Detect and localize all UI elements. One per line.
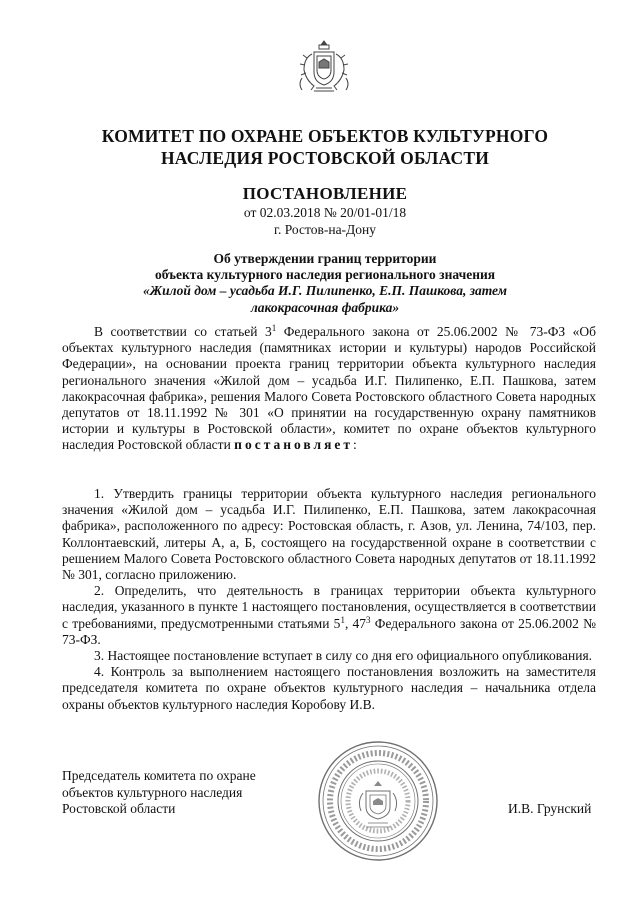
- signer-name: И.В. Грунский: [508, 801, 592, 816]
- resolution-item: [62, 583, 596, 648]
- signer-position-line: Председатель комитета по охране: [62, 768, 256, 783]
- item-text: , 47: [344, 615, 367, 631]
- coat-of-arms-icon: [294, 38, 354, 96]
- document-subject: [100, 251, 550, 316]
- subject-line: Об утверждении границ территории: [213, 251, 437, 266]
- committee-name-line: КОМИТЕТ ПО ОХРАНЕ ОБЪЕКТОВ КУЛЬТУРНОГО: [101, 126, 549, 146]
- subject-line: лакокрасочная фабрика»: [250, 299, 400, 315]
- superscript: 3: [366, 614, 371, 625]
- committee-name: [60, 125, 590, 169]
- committee-name-line: НАСЛЕДИЯ РОСТОВСКОЙ ОБЛАСТИ: [160, 148, 490, 168]
- item-text: 2. Определить, что деятельность в границах территории объекта культурного наследия, указанного в пункте 1 настоящего постановления, осуществляется в соответствии с требованиями, предусмотренными статьями 5: [62, 583, 596, 631]
- signer-position-line: Ростовской области: [62, 801, 176, 816]
- document-place: г. Ростов-на-Дону: [273, 222, 376, 237]
- preamble-paragraph: [62, 324, 596, 454]
- signer-position-line: объектов культурного наследия: [62, 784, 243, 800]
- punctuation: :: [353, 437, 357, 453]
- superscript: 1: [340, 614, 345, 625]
- preamble-text: В соответствии со статьей 3: [94, 324, 272, 339]
- resolution-items: [62, 486, 596, 713]
- document-type: ПОСТАНОВЛЕНИЕ: [242, 184, 408, 203]
- resolution-item: 3. Настоящее постановление вступает в силу со дня его официального опубликования.: [94, 648, 593, 664]
- official-seal-icon: [316, 739, 440, 863]
- subject-line: «Жилой дом – усадьба И.Г. Пилипенко, Е.П. Пашкова, затем: [143, 283, 507, 299]
- signer-position: [62, 768, 302, 818]
- preamble-text: Федерального закона от 25.06.2002 № 73-ФЗ «Об объектах культурного наследия (памятниках истории и культуры) народов Российской Федерации», на основании проекта границ территории объекта культурного наследия регионального значения «Жилой дом – усадьба И.Г. Пилипенко, Е.П. Пашкова, затем лакокрасочная фабрика», решения Малого Совета Ростовского областного Совета народных депутатов от 18.11.1992 № 301 «О принятии на государственную охрану памятников истории и культуры в Ростовской области», комитет по охране объектов культурного наследия Ростовской области: [62, 324, 596, 453]
- resolution-item: 4. Контроль за выполнением настоящего постановления возложить на заместителя председателя комитета по охране объектов культурного наследия – начальника отдела охраны объектов культурного наследия Коробову И.В.: [62, 664, 596, 712]
- resolves-word: постановляет: [234, 437, 354, 453]
- item-text: Федерального закона от 25.06.2002 № 73-ФЗ.: [62, 615, 596, 647]
- superscript: 1: [271, 323, 277, 333]
- document-date-number: от 02.03.2018 № 20/01-01/18: [243, 205, 407, 220]
- resolution-item: 1. Утвердить границы территории объекта культурного наследия регионального значения «Жилой дом – усадьба И.Г. Пилипенко, Е.П. Пашкова, затем лакокрасочная фабрика», расположенного по адресу: Ростовская область, г. Азов, ул. Ленина, 74/103, пер. Коллонтаевский, литеры А, а, Б, состоящего на государственной охране в соответствии с решением Малого Совета Ростовского областного Совета народных депутатов от 18.11.1992 № 301, согласно приложению.: [62, 486, 596, 583]
- subject-line: объекта культурного наследия регионального значения: [154, 267, 496, 283]
